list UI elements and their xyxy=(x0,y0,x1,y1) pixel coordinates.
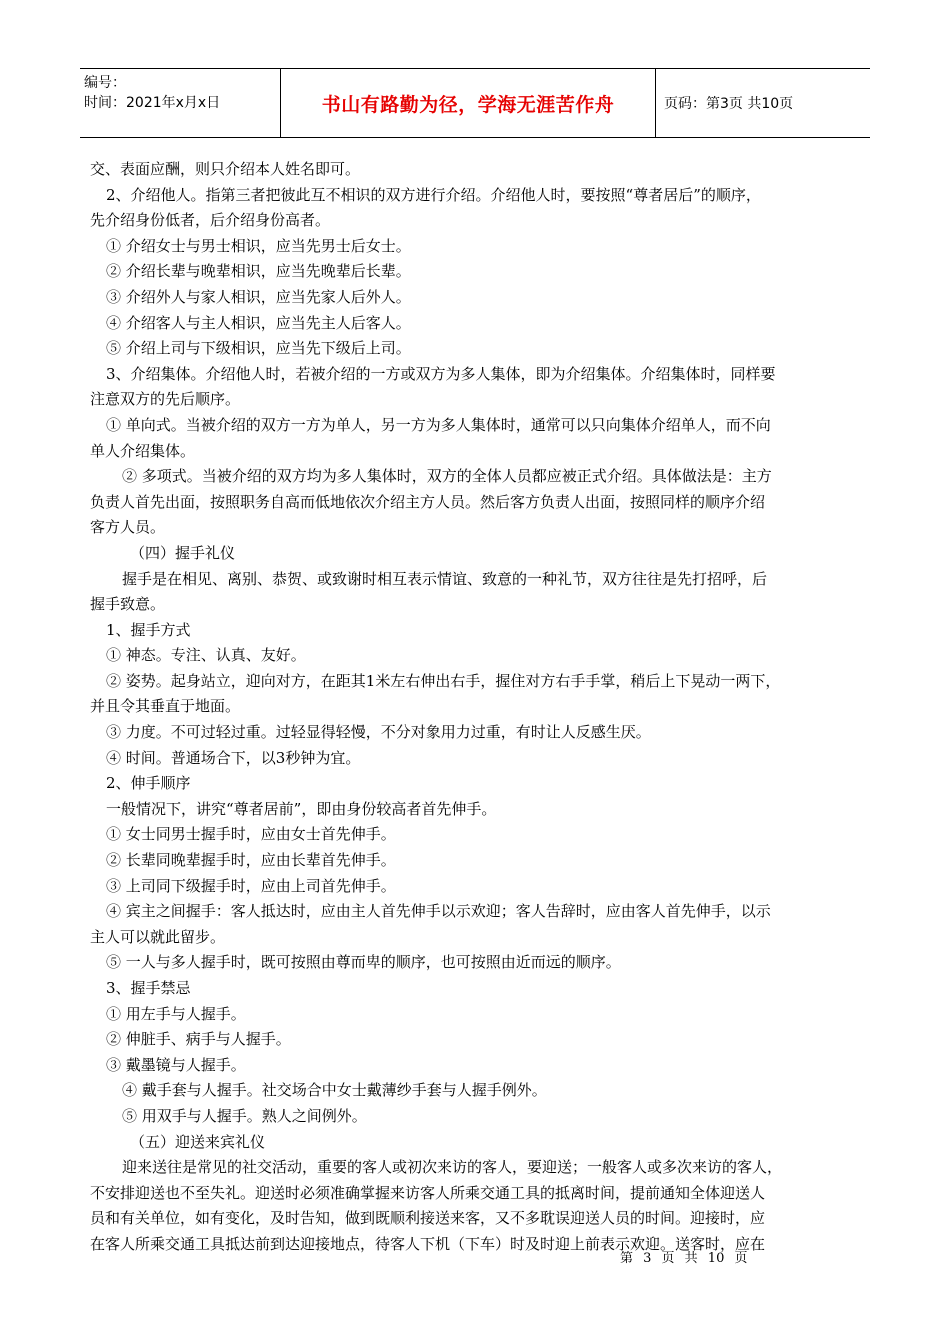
subsection-heading: 3、握手禁忌 xyxy=(106,979,191,997)
body-line: ② 介绍长辈与晚辈相识，应当先晚辈后长辈。 xyxy=(106,262,411,281)
body-line: 握手是在相见、离别、恭贺、或致谢时相互表示情谊、致意的一种礼节，双方往往是先打招呼，后 xyxy=(122,569,768,588)
header-meta xyxy=(80,69,280,137)
body-line: 3、介绍集体。介绍他人时，若被介绍的一方或双方为多人集体，即为介绍集体。介绍集体时，同样要 xyxy=(106,364,776,383)
body-line: ③ 介绍外人与家人相识，应当先家人后外人。 xyxy=(106,287,411,306)
body-line: ② 长辈同晚辈握手时，应由长辈首先伸手。 xyxy=(106,851,396,870)
body-line: 注意双方的先后顺序。 xyxy=(90,390,241,409)
body-line: ② 伸脏手、病手与人握手。 xyxy=(106,1030,291,1049)
body-line: 握手致意。 xyxy=(90,595,166,614)
subsection-heading: 1、握手方式 xyxy=(106,620,191,639)
header-page-cell xyxy=(656,69,870,137)
body-line: ④ 时间。普通场合下，以3秒钟为宜。 xyxy=(106,748,361,767)
body-line: ① 介绍女士与男士相识，应当先男士后女士。 xyxy=(106,236,411,255)
body-line: 迎来送往是常见的社交活动，重要的客人或初次来访的客人，要迎送；一般客人或多次来访的客人， xyxy=(122,1158,783,1177)
body-line: 主人可以就此留步。 xyxy=(90,927,226,946)
body-line: 不安排迎送也不至失礼。迎送时必须准确掌握来访客人所乘交通工具的抵离时间，提前通知全体迎送人 xyxy=(90,1183,766,1202)
section-heading: （五）迎送来宾礼仪 xyxy=(130,1132,266,1151)
doc-number-label: 编号： xyxy=(84,75,126,91)
body-line: 在客人所乘交通工具抵达前到达迎接地点，待客人下机（下车）时及时迎上前表示欢迎。送客时，应在 xyxy=(90,1234,766,1253)
doc-date-label: 时间：2021年x月x日 xyxy=(84,95,221,111)
body-line: 客方人员。 xyxy=(90,518,166,537)
body-line: ② 多项式。当被介绍的双方均为多人集体时，双方的全体人员都应被正式介绍。具体做法是：主方 xyxy=(122,467,772,486)
section-heading: （四）握手礼仪 xyxy=(130,543,236,562)
body-line: ③ 上司同下级握手时，应由上司首先伸手。 xyxy=(106,876,396,895)
document-body xyxy=(90,157,866,1258)
body-line: ① 神态。专注、认真、友好。 xyxy=(106,646,306,665)
body-line: ④ 宾主之间握手：客人抵达时，应由主人首先伸手以示欢迎；客人告辞时，应由客人首先伸手，以示 xyxy=(106,902,771,921)
body-line: ④ 戴手套与人握手。社交场合中女士戴薄纱手套与人握手例外。 xyxy=(122,1081,547,1100)
header-page-info: 页码：第3页 共10页 xyxy=(664,96,794,112)
header-motto-cell xyxy=(280,69,656,137)
body-line: ① 用左手与人握手。 xyxy=(106,1004,246,1023)
body-line: ① 单向式。当被介绍的双方一方为单人，另一方为多人集体时，通常可以只向集体介绍单人，而不向 xyxy=(106,415,771,434)
subsection-heading: 2、伸手顺序 xyxy=(106,774,191,793)
body-line: ④ 介绍客人与主人相识，应当先主人后客人。 xyxy=(106,313,411,332)
body-line: 一般情况下，讲究“尊者居前”，即由身份较高者首先伸手。 xyxy=(106,799,497,818)
page-footer: 第 3 页 共 10 页 xyxy=(620,1251,748,1266)
body-line: 并且令其垂直于地面。 xyxy=(90,697,241,716)
body-line: ① 女士同男士握手时，应由女士首先伸手。 xyxy=(106,825,396,844)
body-line: 交、表面应酬，则只介绍本人姓名即可。 xyxy=(90,160,361,178)
header-motto: 书山有路勤为径，学海无涯苦作舟 xyxy=(321,93,615,116)
body-line: 单人介绍集体。 xyxy=(90,441,196,460)
page-header xyxy=(80,68,870,138)
body-line: 员和有关单位，如有变化，及时告知，做到既顺利接送来客，又不多耽误迎送人员的时间。迎接时，应 xyxy=(90,1209,766,1228)
body-line: ⑤ 用双手与人握手。熟人之间例外。 xyxy=(122,1106,367,1125)
body-line: 2、介绍他人。指第三者把彼此互不相识的双方进行介绍。介绍他人时，要按照“尊者居后”的顺序， xyxy=(106,185,761,204)
body-line: 负责人首先出面，按照职务自高而低地依次介绍主方人员。然后客方负责人出面，按照同样的顺序介绍 xyxy=(90,492,766,511)
body-line: ② 姿势。起身站立，迎向对方，在距其1米左右伸出右手，握住对方右手手掌，稍后上下晃动一两下， xyxy=(106,671,781,690)
body-line: 先介绍身份低者，后介绍身份高者。 xyxy=(90,211,331,230)
body-line: ③ 力度。不可过轻过重。过轻显得轻慢，不分对象用力过重，有时让人反感生厌。 xyxy=(106,723,651,742)
body-line: ⑤ 一人与多人握手时，既可按照由尊而卑的顺序，也可按照由近而远的顺序。 xyxy=(106,953,621,972)
body-line: ③ 戴墨镜与人握手。 xyxy=(106,1055,246,1074)
body-line: ⑤ 介绍上司与下级相识，应当先下级后上司。 xyxy=(106,339,411,358)
